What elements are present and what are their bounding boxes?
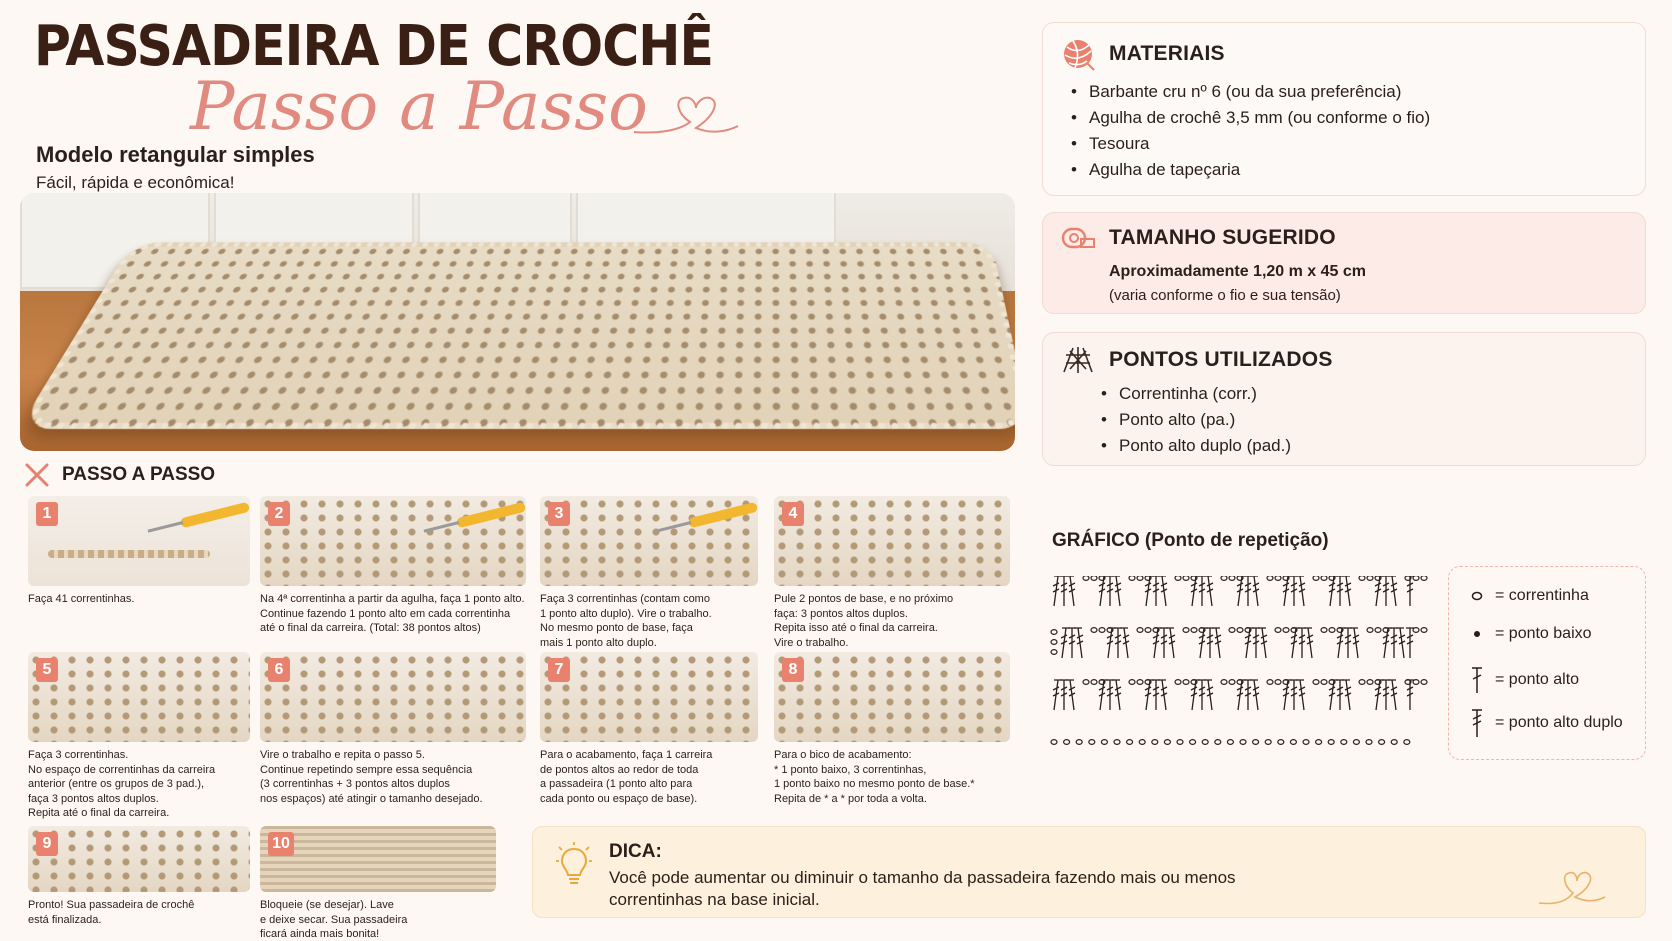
chart-tr [1342, 680, 1351, 710]
chart-tr [1204, 576, 1213, 606]
materials-list [1069, 79, 1430, 183]
chart-tr [1160, 628, 1168, 658]
chart-legend [1448, 566, 1646, 760]
stitches-list [1099, 381, 1291, 459]
chart-tr [1250, 680, 1259, 710]
lightbulb-icon [555, 841, 593, 887]
crochet-hook-icon [688, 502, 758, 529]
step-photo [774, 496, 1010, 586]
chart-chain [1051, 740, 1057, 745]
chart-chain [1183, 628, 1189, 633]
step-card [774, 652, 1010, 806]
chart-tr [1336, 680, 1344, 710]
chart-tr [1296, 680, 1305, 710]
chart-chain [1240, 740, 1246, 745]
legend-label: = ponto alto duplo [1495, 714, 1623, 731]
crochet-rug [20, 242, 1015, 429]
step-number: 9 [36, 832, 58, 856]
chart-chain [1051, 650, 1057, 655]
chart-chain [1129, 680, 1135, 685]
step-number: 1 [36, 502, 58, 526]
chart-tr [1382, 576, 1390, 606]
materials-header [1061, 37, 1225, 71]
chart-tr [1074, 628, 1083, 658]
step-photo [28, 652, 250, 742]
chart-tr [1053, 576, 1062, 606]
step-number: 5 [36, 658, 58, 682]
legend-label: = ponto baixo [1495, 625, 1592, 642]
chart-chain [1290, 740, 1296, 745]
dot-symbol-icon [1469, 626, 1485, 642]
chart-chain [1359, 680, 1365, 685]
chart-tr [1198, 680, 1206, 710]
chart-chain [1175, 680, 1181, 685]
step-text: Para o bico de acabamento: * 1 ponto baixo, 3 correntinhas, 1 ponto baixo no mesmo ponto de base.* Repita de * a * por toda a volta. [774, 749, 975, 805]
chart-chain [1227, 740, 1233, 745]
legend-label: = correntinha [1495, 587, 1589, 604]
legend-item-sc [1469, 625, 1592, 643]
chart-chain [1101, 740, 1107, 745]
chart-chain [1129, 576, 1135, 580]
chart-chain [1321, 576, 1327, 580]
stitch-symbol-icon [1061, 345, 1095, 375]
list-item: • Barbante cru nº 6 (ou da sua preferência) [1069, 79, 1430, 105]
chart-tr [1106, 576, 1114, 606]
step-card [260, 496, 526, 636]
chart-chain [1139, 740, 1145, 745]
chart-tr [1053, 680, 1062, 710]
chart-chain [1152, 740, 1158, 745]
chart-tr [1112, 576, 1121, 606]
chart-tr [1152, 576, 1160, 606]
measuring-tape-icon [1061, 225, 1095, 251]
step-card [774, 496, 1010, 650]
chart-tr [1298, 628, 1306, 658]
chart-tr [1244, 680, 1252, 710]
step-card [260, 826, 496, 941]
chart-tr [1252, 628, 1260, 658]
chart-chain [1083, 576, 1089, 580]
stitches-title: PONTOS UTILIZADOS [1109, 348, 1333, 371]
step-card [28, 496, 250, 607]
step-text: Faça 41 correntinhas. [28, 593, 135, 605]
chart-chain [1089, 740, 1095, 745]
step-number: 6 [268, 658, 290, 682]
chart-tr [1388, 680, 1397, 710]
step-number: 2 [268, 502, 290, 526]
chart-tr [1066, 680, 1075, 710]
chart-chain [1221, 576, 1227, 580]
chart-chain [1275, 576, 1281, 580]
chart-chain [1283, 628, 1289, 633]
chart-chain [1137, 576, 1143, 580]
chart-chain [1183, 680, 1189, 685]
step-photo [28, 826, 250, 892]
chart-tr [1406, 628, 1414, 658]
step-photo [260, 652, 526, 742]
chart-tr [1066, 576, 1075, 606]
list-item: • Tesoura [1069, 131, 1430, 157]
chart-tr [1120, 628, 1129, 658]
chart-chain [1177, 740, 1183, 745]
crochet-hook-icon [180, 502, 250, 529]
model-subtitle: Modelo retangular simples [36, 142, 315, 167]
chart-tr [1296, 576, 1305, 606]
chart-chain [1164, 740, 1170, 745]
chart-chain [1267, 680, 1273, 685]
chart-chain [1303, 740, 1309, 745]
chart-tr [1166, 628, 1175, 658]
chart-tr [1212, 628, 1221, 658]
chart-tr [1290, 576, 1298, 606]
chart-chain [1321, 680, 1327, 685]
list-item: • Agulha de tapeçaria [1069, 157, 1430, 183]
chart-tr [1396, 628, 1405, 658]
chart-tr [1304, 628, 1313, 658]
step-text: Pronto! Sua passadeira de crochê está finalizada. [28, 899, 195, 926]
steps-header [24, 462, 215, 488]
chart-chain [1190, 740, 1196, 745]
chart-chain [1341, 740, 1347, 745]
chart-chain [1367, 628, 1373, 633]
chart-chain [1421, 628, 1427, 633]
chart-tr [1290, 680, 1298, 710]
steps-label: PASSO A PASSO [62, 464, 216, 485]
chart-chain [1091, 576, 1097, 580]
step-photo [540, 496, 758, 586]
step-photo [260, 496, 526, 586]
legend-label: = ponto alto [1495, 671, 1580, 688]
chart-chain [1328, 740, 1334, 745]
legend-item-tr [1469, 707, 1623, 739]
chart-chain [1367, 576, 1373, 580]
step-number: 10 [268, 832, 294, 856]
step-card [540, 652, 758, 806]
crochet-hook-icon [456, 502, 526, 529]
chart-chain [1253, 740, 1259, 745]
chart-tr [1152, 680, 1160, 710]
step-number: 3 [548, 502, 570, 526]
step-card [260, 652, 526, 806]
chart-chain [1313, 576, 1319, 580]
chart-chain [1275, 680, 1281, 685]
chart-chain [1267, 576, 1273, 580]
chart-chain [1083, 680, 1089, 685]
list-item: • Correntinha (corr.) [1099, 381, 1291, 407]
step-photo [260, 826, 496, 892]
size-header [1061, 225, 1336, 251]
step-card [28, 652, 250, 821]
step-photo [540, 652, 758, 742]
chart-chain [1375, 628, 1381, 633]
chart-chain [1265, 740, 1271, 745]
chart-tr [1258, 628, 1267, 658]
step-photo [28, 496, 250, 586]
chart-chain [1215, 740, 1221, 745]
chart-chain [1229, 680, 1235, 685]
chart-chain [1391, 740, 1397, 745]
chart-tr [1204, 680, 1213, 710]
size-title: TAMANHO SUGERIDO [1109, 226, 1336, 249]
tip-title: DICA: [609, 841, 662, 862]
step-text: Para o acabamento, faça 1 carreira de pontos altos ao redor de toda a passadeira (1 ponto alto para cada ponto ou espaço de base). [540, 749, 713, 805]
size-note: (varia conforme o fio e sua tensão) [1109, 287, 1341, 304]
chart-chain [1202, 740, 1208, 745]
step-text: Pule 2 pontos de base, e no próximo faça: 3 pontos altos duplos. Repita isso até o final da carreira. Vire o trabalho. [774, 593, 954, 649]
list-item: • Agulha de crochê 3,5 mm (ou conforme o fio) [1069, 105, 1430, 131]
chart-tr [1158, 680, 1167, 710]
chart-chain [1359, 576, 1365, 580]
chart-chain [1321, 628, 1327, 633]
chart-chain [1353, 740, 1359, 745]
chart-chain [1367, 680, 1373, 685]
stitches-header [1061, 345, 1333, 375]
chart-tr [1206, 628, 1214, 658]
chart-tr [1342, 576, 1351, 606]
page-title: PASSADEIRA DE CROCHÊ [34, 14, 714, 79]
step-number: 7 [548, 658, 570, 682]
chart-chain [1064, 740, 1070, 745]
chart-chain [1278, 740, 1284, 745]
step-card [540, 496, 758, 650]
chart-chain [1051, 630, 1057, 635]
chart-chain [1099, 628, 1105, 633]
size-value: Aproximadamente 1,20 m x 45 cm [1109, 263, 1367, 280]
dc-symbol-icon [1469, 665, 1485, 695]
chart-tr [1112, 680, 1121, 710]
chart-chain [1379, 740, 1385, 745]
chart-title: GRÁFICO (Ponto de repetição) [1052, 530, 1329, 551]
chart-chain [1137, 628, 1143, 633]
stitch-chart [1048, 576, 1428, 748]
chart-chain [1091, 628, 1097, 633]
chart-tr [1336, 576, 1344, 606]
tip-box [532, 826, 1646, 918]
chart-chain [1051, 640, 1057, 645]
chart-tr [1114, 628, 1122, 658]
chain-symbol-icon [1469, 588, 1485, 604]
chart-chain [1183, 576, 1189, 580]
heart-swirl-icon [630, 92, 740, 142]
chart-tr [1158, 576, 1167, 606]
chart-tr [1198, 576, 1206, 606]
chart-tr [1388, 576, 1397, 606]
size-card [1042, 212, 1646, 314]
step-number: 4 [782, 502, 804, 526]
script-subtitle: Passo a Passo [190, 68, 648, 145]
chart-tr [1350, 628, 1359, 658]
chart-chain [1145, 628, 1151, 633]
chart-chain [1421, 576, 1427, 580]
step-text: Vire o trabalho e repita o passo 5. Continue repetindo sempre essa sequência (3 correntinhas + 3 pontos altos duplos nos espaços) até atingir o tamanho desejado. [260, 749, 483, 805]
legend-item-dc [1469, 665, 1579, 695]
step-text: Faça 3 correntinhas (contam como 1 ponto alto duplo). Vire o trabalho. No mesmo ponto de base, faça mais 1 ponto alto duplo. [540, 593, 712, 649]
chart-tr [1382, 680, 1390, 710]
chart-chain [1329, 628, 1335, 633]
chart-chain [1191, 628, 1197, 633]
chart-chain [1076, 740, 1082, 745]
chart-tr [1060, 680, 1068, 710]
chart-chain [1413, 576, 1419, 580]
chart-chain [1175, 576, 1181, 580]
materials-card [1042, 22, 1646, 196]
materials-title: MATERIAIS [1109, 42, 1225, 65]
step-card [28, 826, 250, 927]
chart-chain [1404, 740, 1410, 745]
chart-tr [1060, 576, 1068, 606]
chart-chain [1127, 740, 1133, 745]
chart-tr [1068, 628, 1076, 658]
chart-chain [1229, 576, 1235, 580]
chart-chain [1316, 740, 1322, 745]
list-item: • Ponto alto duplo (pad.) [1099, 433, 1291, 459]
heart-swirl-icon [1537, 867, 1607, 907]
step-text: Na 4ª correntinha a partir da agulha, faça 1 ponto alto. Continue fazendo 1 ponto alto em cada correntinha até o final da carreira. (Total: 38 pontos altos) [260, 593, 525, 634]
step-number: 8 [782, 658, 804, 682]
chart-chain [1114, 740, 1120, 745]
chart-chain [1275, 628, 1281, 633]
stitches-card [1042, 332, 1646, 466]
chart-chain [1313, 680, 1319, 685]
step-photo [774, 652, 1010, 742]
model-tagline: Fácil, rápida e econômica! [36, 173, 235, 192]
chart-chain [1229, 628, 1235, 633]
chart-chain [1366, 740, 1372, 745]
chart-chain [1237, 628, 1243, 633]
crossed-needles-icon [24, 462, 50, 488]
chart-tr [1061, 628, 1070, 658]
chart-chain [1091, 680, 1097, 685]
tip-text: Você pode aumentar ou diminuir o tamanho da passadeira fazendo mais ou menos correntinhas na base inicial. [609, 868, 1236, 909]
chart-tr [1244, 576, 1252, 606]
chart-tr [1390, 628, 1398, 658]
tr-symbol-icon [1469, 707, 1485, 739]
step-text: Bloqueie (se desejar). Lave e deixe secar. Sua passadeira ficará ainda mais bonita! [260, 899, 408, 940]
chart-tr [1106, 680, 1114, 710]
hero-rug-photo [20, 193, 1015, 451]
yarn-ball-icon [1061, 37, 1095, 71]
chart-chain [1137, 680, 1143, 685]
chart-chain [1221, 680, 1227, 685]
chart-tr [1250, 576, 1259, 606]
step-text: Faça 3 correntinhas. No espaço de correntinhas da carreira anterior (entre os grupos de 3 pad.), faça 3 pontos altos duplos. Repita até o final da carreira. [28, 749, 216, 819]
chart-chain [1421, 680, 1427, 685]
list-item: • Ponto alto (pa.) [1099, 407, 1291, 433]
legend-item-chain [1469, 587, 1589, 605]
chart-tr [1344, 628, 1352, 658]
